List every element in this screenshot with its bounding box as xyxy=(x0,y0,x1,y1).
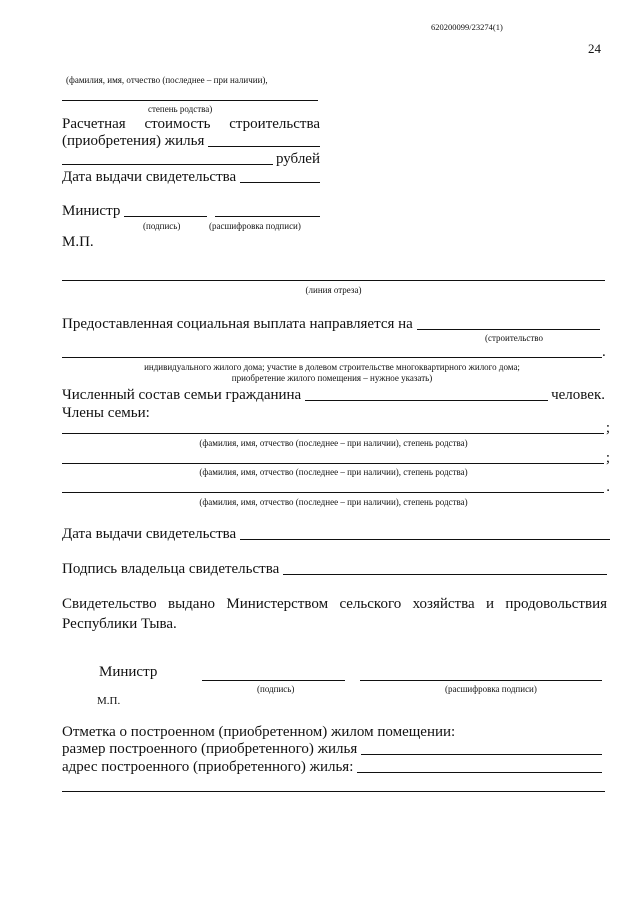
payment-row xyxy=(62,315,600,333)
document-id: 620200099/23274(1) xyxy=(431,22,503,32)
family-member-row-1 xyxy=(62,419,610,437)
stub-minister-decryption-field[interactable] xyxy=(360,680,602,681)
stub-stamp-mp: М.П. xyxy=(97,695,121,707)
address-field[interactable] xyxy=(357,772,602,773)
family-member-caption-2: (фамилия, имя, отчество (последнее – при наличии), степень родства) xyxy=(199,467,468,477)
caption-decryption: (расшифровка подписи) xyxy=(209,221,301,231)
caption-relation: степень родства) xyxy=(148,104,213,114)
family-count-row xyxy=(62,386,605,404)
cost-word-1: Расчетная xyxy=(62,116,126,132)
payment-purpose-end: . xyxy=(602,344,606,360)
stub-minister-signature-field[interactable] xyxy=(202,680,345,681)
cost-currency: рублей xyxy=(275,151,320,167)
cost-amount-field[interactable] xyxy=(62,164,273,165)
caption-purpose-1: (строительство xyxy=(485,333,543,343)
cost-amount-row xyxy=(62,150,320,168)
minister-row xyxy=(62,202,320,220)
caption-purpose-2: индивидуального жилого дома; участие в долевом строительстве многоквартирного жилого дома; xyxy=(144,362,520,372)
issue-date-row xyxy=(62,168,320,186)
payment-label: Предоставленная социальная выплата направляется на xyxy=(62,316,413,332)
family-member-field-3[interactable] xyxy=(62,492,604,493)
owner-signature-row xyxy=(62,560,607,578)
caption-purpose-3: приобретение жилого помещения – нужное указать) xyxy=(231,373,433,383)
stub-minister-label: Министр xyxy=(99,664,158,680)
family-count-label: Численный состав семьи гражданина xyxy=(62,387,302,403)
cut-line-caption: (линия отреза) xyxy=(305,285,362,295)
minister-label: Министр xyxy=(62,203,121,219)
minister-signature-field[interactable] xyxy=(124,216,207,217)
stamp-mp: М.П. xyxy=(62,234,94,250)
stub-issue-date-label: Дата выдачи свидетельства xyxy=(62,526,237,542)
cut-line xyxy=(62,280,605,281)
issued-by-text: Свидетельство выдано Министерством сельского хозяйства и продовольствия Республики Тыва. xyxy=(62,596,607,632)
stub-caption-decryption: (расшифровка подписи) xyxy=(445,684,537,694)
address-label: адрес построенного (приобретенного) жилья: xyxy=(62,759,354,775)
family-member-end-3: . xyxy=(606,479,610,495)
minister-decryption-field[interactable] xyxy=(215,216,320,217)
payment-purpose-field[interactable] xyxy=(417,329,600,330)
stub-caption-signature: (подпись) xyxy=(257,684,295,694)
cost-line-1 xyxy=(62,115,320,133)
stub-issue-date-field[interactable] xyxy=(240,539,610,540)
family-member-row-3 xyxy=(62,478,610,496)
cost-word-3: строительства xyxy=(229,116,320,132)
family-count-unit: человек. xyxy=(551,387,605,403)
address-row xyxy=(62,758,602,776)
cost-word-2: стоимость xyxy=(144,116,211,132)
page-number: 24 xyxy=(588,41,601,56)
address-field-line-2[interactable] xyxy=(62,791,605,792)
caption-fio: (фамилия, имя, отчество (последнее – при наличии), xyxy=(66,75,268,85)
cost-field[interactable] xyxy=(208,146,320,147)
family-member-field-1[interactable] xyxy=(62,433,604,434)
owner-signature-field[interactable] xyxy=(283,574,607,575)
family-count-field[interactable] xyxy=(305,400,548,401)
payment-purpose-line-2[interactable] xyxy=(62,357,602,358)
size-label: размер построенного (приобретенного) жилья xyxy=(62,741,358,757)
family-member-end-1: ; xyxy=(605,420,610,436)
cost-label: (приобретения) жилья xyxy=(62,133,205,149)
family-member-caption-1: (фамилия, имя, отчество (последнее – при наличии), степень родства) xyxy=(199,438,468,448)
size-field[interactable] xyxy=(361,754,602,755)
caption-signature: (подпись) xyxy=(143,221,181,231)
cost-line-2 xyxy=(62,132,320,150)
issue-date-field[interactable] xyxy=(240,182,320,183)
stub-issue-date-row xyxy=(62,525,610,543)
family-members-label: Члены семьи: xyxy=(62,405,150,421)
family-member-row-2 xyxy=(62,449,610,467)
family-member-end-2: ; xyxy=(605,450,610,466)
issue-date-label: Дата выдачи свидетельства xyxy=(62,169,237,185)
family-member-field-2[interactable] xyxy=(62,463,604,464)
fio-line xyxy=(62,100,318,101)
family-member-caption-3: (фамилия, имя, отчество (последнее – при наличии), степень родства) xyxy=(199,497,468,507)
owner-signature-label: Подпись владельца свидетельства xyxy=(62,561,280,577)
note-label: Отметка о построенном (приобретенном) жилом помещении: xyxy=(62,724,456,740)
size-row xyxy=(62,740,602,758)
